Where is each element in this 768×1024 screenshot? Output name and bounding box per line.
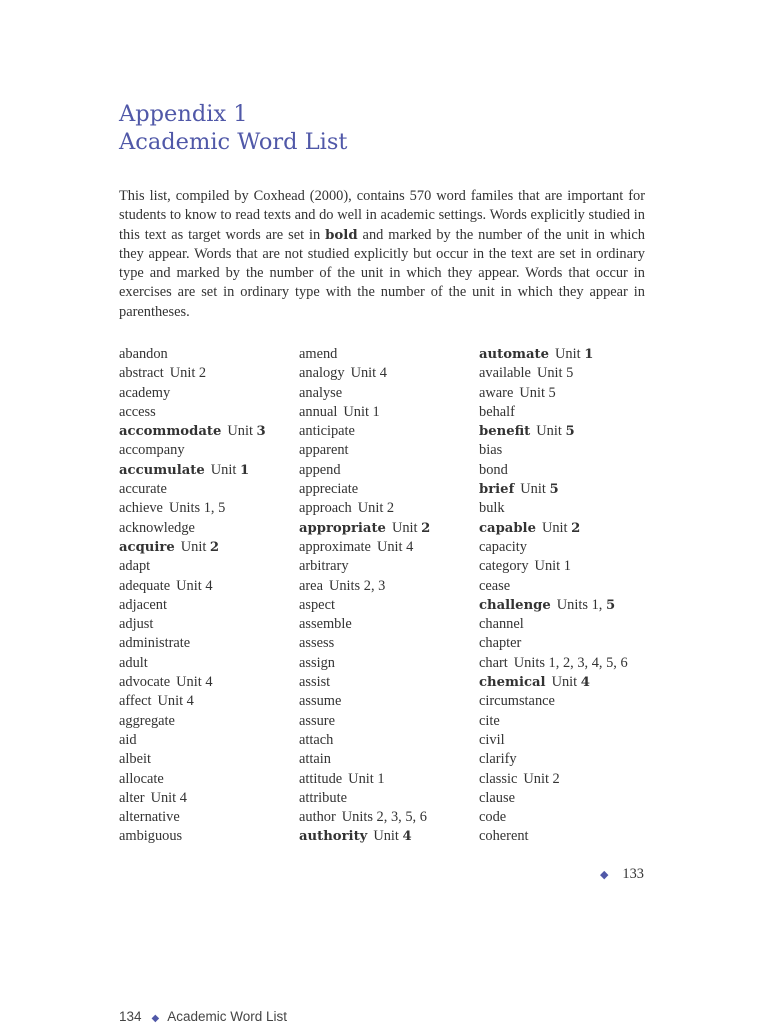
entry-unit-text: Unit [373,828,403,845]
entry-word: academy [119,384,171,401]
entry-word: attach [299,731,334,748]
entry-unit [552,674,590,690]
entry-word: administrate [119,635,191,652]
entry-unit [169,500,225,516]
entry-word: chemical [479,675,546,691]
word-entry [119,789,266,808]
entry-word: albeit [119,751,151,768]
entry-word: cease [479,577,511,594]
entry-unit-text: Unit 4 [176,674,213,691]
entry-unit [557,597,615,613]
entry-word: code [479,809,507,826]
word-entry [299,519,430,538]
entry-word: area [299,577,323,594]
word-entry [119,634,266,653]
entry-word: benefit [479,424,531,440]
entry-unit [537,365,573,381]
page-title [119,100,347,156]
entry-word: coherent [479,828,529,845]
word-entry [479,750,628,769]
word-entry [119,403,266,422]
word-entry [479,480,628,499]
word-entry [479,673,628,692]
entry-word: category [479,558,529,575]
entry-word: accurate [119,481,167,498]
word-entry [119,461,266,480]
next-page-footer [119,1009,287,1024]
entry-unit-text: Unit 2 [169,365,207,382]
entry-unit-number: 4 [580,675,590,691]
footer-title: Academic Word List [167,1009,288,1024]
word-entry [479,615,628,634]
title-word-list: Academic Word List [119,129,348,155]
entry-unit-text: Units 1, [556,596,606,613]
entry-word: attribute [299,789,347,806]
entry-word: capacity [479,538,527,555]
entry-word: approach [299,500,352,517]
entry-unit [348,771,384,787]
entry-unit [514,655,628,671]
entry-word: assign [299,654,335,671]
entry-word: append [299,461,341,478]
entry-unit-text: Unit 1 [348,770,385,787]
word-entry [119,750,266,769]
word-entry [119,577,266,596]
entry-unit-text: Unit 2 [357,500,395,517]
entry-word: abstract [119,365,164,382]
entry-word: accommodate [119,424,222,440]
word-entry [479,827,628,846]
entry-unit [170,365,206,381]
entry-unit [211,462,249,478]
entry-unit [227,423,265,439]
entry-word: channel [479,616,524,633]
entry-word: attitude [299,770,343,787]
entry-unit [520,481,558,497]
entry-word: civil [479,731,505,748]
word-entry [479,384,628,403]
intro-text-1: This list, compiled by Coxhead (2000), contains 570 word familes that are important for students to know to read texts and do well in academic settings. Words explicitly studied in this text as target words are set in [119,188,645,243]
word-entry [479,789,628,808]
entry-unit-text: Unit [180,538,210,555]
entry-unit-text: Unit 2 [523,770,560,787]
entry-word: analyse [299,384,343,401]
entry-word: adjust [119,616,154,633]
entry-unit-text: Unit [210,461,240,478]
entry-unit-text: Units 2, 3 [328,577,386,594]
word-entry [299,750,430,769]
word-entry [119,731,266,750]
entry-word: adjacent [119,596,167,613]
entry-word: classic [479,770,518,787]
word-entry [299,441,430,460]
entry-unit-text: Units 1, 5 [168,500,226,517]
word-entry [479,538,628,557]
entry-unit-text: Unit [551,674,581,691]
entry-unit [342,809,427,825]
word-entry [299,538,430,557]
word-entry [299,345,430,364]
entry-unit-text: Unit 5 [536,365,574,382]
word-entry [479,654,628,673]
entry-unit-text: Unit [555,346,585,362]
word-entry [479,441,628,460]
entry-word: acknowledge [119,519,195,536]
word-entry [119,596,266,615]
entry-word: brief [479,482,515,498]
entry-word: alter [119,789,145,806]
entry-unit-text: Unit 1 [343,403,380,420]
entry-word: bond [479,461,508,478]
word-entry [299,673,430,692]
entry-unit-number: 2 [571,520,581,536]
entry-word: appropriate [299,520,386,536]
page-number [600,866,644,883]
entry-word: anticipate [299,423,355,440]
entry-word: alternative [119,809,180,826]
page-number-text: 133 [622,866,644,882]
word-entry [119,615,266,634]
entry-unit [181,539,219,555]
word-entry [479,808,628,827]
word-entry [119,538,266,557]
word-entry [479,422,628,441]
word-entry [119,345,266,364]
entry-unit-text: Unit 5 [519,384,556,401]
entry-word: adapt [119,558,151,575]
entry-unit-text: Unit 4 [176,577,213,594]
word-entry [479,596,628,615]
word-entry [479,364,628,383]
word-column-1 [119,345,266,847]
word-entry [119,480,266,499]
entry-unit [536,423,574,439]
entry-unit-number: 1 [239,462,250,478]
word-entry [299,422,430,441]
entry-unit-number: 5 [605,597,616,613]
entry-word: capable [479,520,536,536]
word-column-2 [299,345,430,847]
entry-word: bias [479,442,503,459]
entry-word: apparent [299,442,349,459]
entry-unit [392,520,430,536]
word-entry [299,577,430,596]
entry-word: achieve [119,500,163,517]
entry-word: adult [119,654,148,671]
entry-unit-number: 2 [209,539,220,555]
entry-word: aid [119,731,137,748]
word-entry [479,692,628,711]
entry-unit-number: 4 [402,829,412,845]
word-entry [119,654,266,673]
word-entry [299,480,430,499]
word-entry [119,441,266,460]
entry-word: aspect [299,596,335,613]
entry-word: affect [119,693,152,710]
entry-unit [151,790,187,806]
word-entry [299,712,430,731]
word-entry [479,712,628,731]
word-entry [119,827,266,846]
footer-page-number: 134 [119,1009,142,1024]
entry-word: author [299,809,336,826]
entry-word: aggregate [119,712,175,729]
word-entry [119,364,266,383]
word-entry [119,422,266,441]
entry-word: authority [299,829,368,845]
entry-word: arbitrary [299,558,349,575]
entry-unit [373,828,411,844]
entry-unit-number: 1 [584,347,594,362]
entry-word: assemble [299,616,352,633]
word-entry [299,731,430,750]
entry-unit [351,365,387,381]
entry-word: clarify [479,751,517,768]
word-column-3 [479,345,628,847]
entry-unit-text: Units 2, 3, 5, 6 [341,809,427,826]
word-entry [119,384,266,403]
entry-unit-number: 2 [421,520,431,536]
word-entry [299,499,430,518]
entry-word: clause [479,789,515,806]
entry-word: accumulate [119,462,205,478]
entry-word: appreciate [299,481,359,498]
word-entry [299,770,430,789]
entry-word: abandon [119,346,168,362]
entry-word: allocate [119,770,164,787]
entry-word: annual [299,403,338,420]
word-entry [299,596,430,615]
entry-word: accompany [119,442,185,459]
entry-unit-number: 3 [256,424,266,440]
entry-word: attain [299,751,331,768]
word-entry [479,403,628,422]
entry-unit [358,500,394,516]
entry-word: assume [299,693,342,710]
word-entry [479,345,628,364]
entry-word: cite [479,712,500,729]
entry-word: automate [479,347,550,362]
entry-word: adequate [119,577,171,594]
word-entry [299,692,430,711]
entry-unit-text: Unit [227,423,257,440]
word-entry [119,557,266,576]
word-entry [119,519,266,538]
intro-text-2: and marked by the number of the unit in which they appear. Words that are not studied explicitly but occur in the text are set in ordinary type and marked by the number of the unit in which they appear. Words that occur in exercises are set in ordinary type with the number of the unit in which they appear in parentheses. [119,226,645,320]
word-entry [299,384,430,403]
entry-unit [542,520,580,536]
word-entry [479,557,628,576]
entry-unit-text: Unit 4 [350,365,387,382]
entry-word: chapter [479,635,522,652]
entry-unit-text: Unit 1 [534,558,571,575]
word-entry [299,654,430,673]
word-entry [479,731,628,750]
entry-unit-text: Unit [520,481,550,498]
entry-unit-text: Unit 4 [150,789,187,806]
entry-word: circumstance [479,693,555,710]
entry-unit-text: Unit 4 [157,693,194,710]
word-entry [299,403,430,422]
word-entry [299,557,430,576]
entry-unit [157,693,193,709]
entry-word: advocate [119,674,171,691]
entry-unit-text: Unit [541,519,572,536]
word-entry [299,615,430,634]
entry-word: behalf [479,403,515,420]
entry-word: access [119,403,156,420]
word-entry [119,673,266,692]
entry-unit-text: Unit [391,519,422,536]
entry-word: bulk [479,500,505,517]
entry-word: assist [299,674,331,691]
word-entry [119,692,266,711]
word-entry [479,634,628,653]
entry-unit-text: Unit 4 [376,538,414,555]
entry-word: assure [299,712,335,729]
entry-word: ambiguous [119,828,183,845]
entry-word: aware [479,384,514,401]
word-entry [299,827,430,846]
word-entry [479,499,628,518]
entry-unit [519,385,555,401]
entry-word: amend [299,346,338,362]
intro-bold-word: bold [325,227,358,243]
entry-unit [523,771,559,787]
entry-unit [343,404,379,420]
entry-word: acquire [119,539,175,555]
word-entry [479,770,628,789]
entry-word: challenge [479,597,551,613]
word-entry [299,808,430,827]
entry-unit-text: Units 1, 2, 3, 4, 5, 6 [513,654,628,671]
entry-unit [377,539,413,555]
word-entry [119,712,266,731]
entry-word: chart [479,654,508,671]
entry-word: analogy [299,365,345,382]
word-entry [119,808,266,827]
word-entry [299,634,430,653]
word-entry [299,461,430,480]
entry-unit [535,558,571,574]
entry-unit [329,578,385,594]
title-appendix: Appendix 1 [119,101,248,127]
entry-unit [176,674,212,690]
word-entry [119,770,266,789]
entry-unit-number: 5 [565,424,575,440]
word-entry [479,577,628,596]
diamond-icon: ◆ [599,869,609,881]
intro-paragraph [119,187,645,322]
diamond-icon: ◆ [151,1013,160,1024]
entry-unit [176,578,212,594]
entry-word: available [479,365,531,382]
word-entry [299,364,430,383]
entry-word: approximate [299,538,371,555]
entry-word: assess [299,635,335,652]
entry-unit-text: Unit [536,423,566,440]
word-entry [479,519,628,538]
entry-unit [555,346,593,362]
word-entry [479,461,628,480]
word-entry [299,789,430,808]
entry-unit-number: 5 [549,482,559,498]
word-entry [119,499,266,518]
